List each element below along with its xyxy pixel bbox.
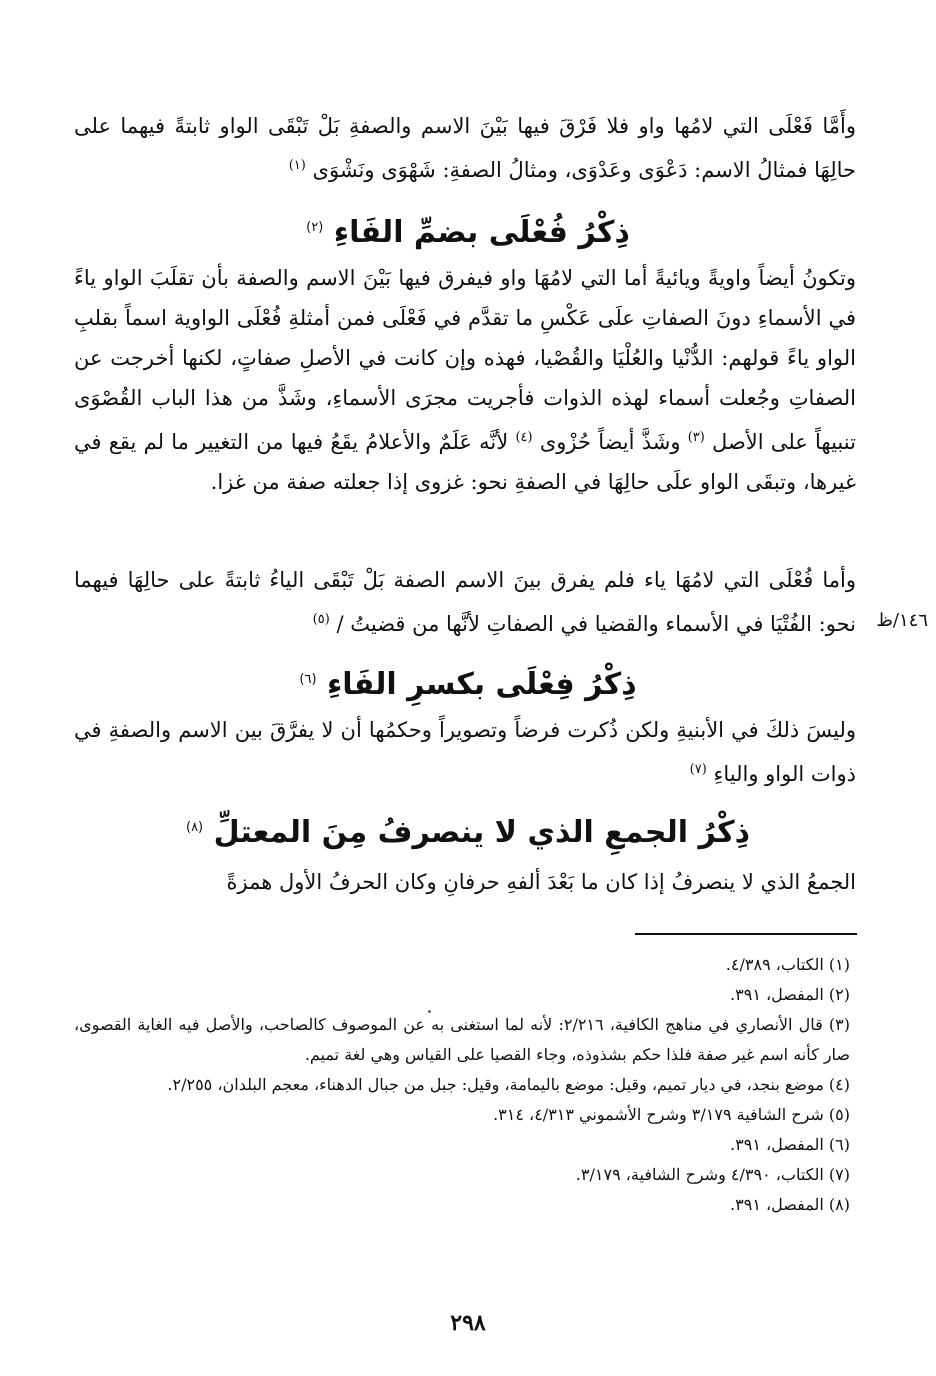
paragraph-2-text: وتكونُ أيضاً واويةً ويائيةً أما التي لامُهَا واو فيفرق فيها بَيْنَ الاسم والصفة بأن تقلَبَ الواو ياءً في الأسماءِ دونَ الصفاتِ علَى عَكْسِ ما تقدَّم في فَعْلَى فمن أمثلةِ فُعْلَى الواوية اسماً بقلبِ الواو ياءً قولهم: الدُّنْيا والعُلْيَا والقُصْيا، فهذه وإن كانت في الأصلِ صفاتٍ، لكنها أخرجت عن الصفاتِ وجُعلت أسماء لهذه الذوات فأجريت مجرَى الأسماءِ، وشَذَّ من هذا الباب القُصْوَى تنبيهاً على الأصل bbox=[74, 266, 856, 454]
paragraph-1-text: وأَمَّا فَعْلَى التي لامُها واو فلا فَرْقَ فيها بَيْنَ الاسم والصفةِ بَلْ تَبْقَى الواو ثابتةً فيهما على حالِهَا فمثالُ الاسم: دَعْوَى وعَدْوَى، ومثالُ الصفةِ: شَهْوَى ونَشْوَى bbox=[74, 114, 856, 182]
heading-3-text: ذِكْرُ الجمعِ الذي لا ينصرفُ مِنَ المعتلِّ bbox=[213, 815, 751, 850]
footnote-ref-4[interactable]: (٤) bbox=[515, 430, 533, 445]
footnote-1: (١) الكتاب، ٤/٣٨٩. bbox=[725, 955, 850, 974]
footnote-ref-5[interactable]: (٥) bbox=[312, 612, 330, 627]
paragraph-2 bbox=[74, 258, 856, 502]
footnotes bbox=[74, 950, 850, 1220]
footnote-ref-6[interactable]: (٦) bbox=[299, 672, 317, 687]
paragraph-4 bbox=[74, 710, 856, 794]
footnote-ref-7[interactable]: (٧) bbox=[689, 762, 707, 777]
section-heading-1 bbox=[0, 208, 936, 253]
footnote-ref-1[interactable]: (١) bbox=[288, 158, 306, 173]
paragraph-1 bbox=[74, 106, 856, 190]
footnote-2: (٢) المفصل، ٣٩١. bbox=[730, 985, 850, 1004]
footnote-ref-2[interactable]: (٢) bbox=[306, 220, 324, 235]
paragraph-5 bbox=[74, 862, 856, 902]
paragraph-2-text-b: وشَذَّ أيضاً حُزْوى bbox=[539, 430, 681, 454]
footnote-7: (٧) الكتاب، ٤/٣٩٠ وشرح الشافية، ٣/١٧٩. bbox=[575, 1165, 850, 1184]
footnote-5: (٥) شرح الشافية ٣/١٧٩ وشرح الأشموني ٤/٣١٣، ٣١٤. bbox=[493, 1105, 850, 1124]
section-heading-3 bbox=[0, 808, 936, 853]
paragraph-3 bbox=[74, 560, 856, 644]
footnote-separator bbox=[635, 933, 857, 935]
paragraph-3-text: وأما فُعْلَى التي لامُهَا ياء فلم يفرق بينَ الاسم الصفة بَلْ تَبْقَى الياءُ ثابتةً على حالِهَا فيهما نحو: الفُتْيَا في الأسماء والقضيا في الصفاتِ لأنَّها من قضيتُ / bbox=[74, 568, 856, 636]
footnote-ref-3[interactable]: (٣) bbox=[687, 430, 705, 445]
heading-1-text: ذِكْرُ فُعْلَى بضمِّ الفَاءِ bbox=[333, 215, 630, 250]
footnote-4: (٤) موضع بنجد، في ديار تميم، وقيل: موضع باليمامة، وقيل: جبل من جبال الدهناء، معجم البلدان، ٢/٢٥٥. bbox=[167, 1075, 850, 1094]
footnote-ref-8[interactable]: (٨) bbox=[185, 820, 204, 835]
footnote-8: (٨) المفصل، ٣٩١. bbox=[730, 1195, 850, 1214]
heading-2-text: ذِكْرُ فِعْلَى بكسرِ الفَاءِ bbox=[326, 667, 637, 702]
footnote-6: (٦) المفصل، ٣٩١. bbox=[730, 1135, 850, 1154]
manuscript-folio-marker bbox=[876, 610, 928, 631]
paragraph-4-text: وليسَ ذلكَ في الأبنيةِ ولكن ذُكرت فرضاً وتصويراً وحكمُها أن لا يفرَّقَ بين الاسم والصفةِ في ذوات الواو والياءِ bbox=[74, 718, 856, 786]
paragraph-5-text: الجمعُ الذي لا ينصرفُ إذا كان ما بَعْدَ ألفهِ حرفانِ وكان الحرفُ الأول همزةً bbox=[226, 870, 856, 894]
paragraph-2-text-c: لأنَّه عَلَمٌ والأعلامُ يقَعُ فيها من التغيير ما لم يقع في غيرها، وتبقَى الواو علَى حالِهَا في الصفةِ نحو: غزوى إذا جعلته صفة من غزا. bbox=[74, 430, 856, 494]
section-heading-2 bbox=[0, 660, 936, 705]
page-number bbox=[0, 1310, 936, 1336]
footnote-3: (٣) قال الأنصاري في مناهج الكافية، ٢/٢١٦: لأنه لما استغنى به عن الموصوف كالصاحب، والأصل فيه الغاية القصوى، صار كأنه اسم غير صفة فلذا حكم بشذوذه، وجاء القصيا على القياس وهي لغة تميم. bbox=[74, 1015, 850, 1064]
page-number-text: ٢٩٨ bbox=[450, 1310, 486, 1336]
folio-label: ١٤٦/ظ bbox=[876, 610, 928, 631]
